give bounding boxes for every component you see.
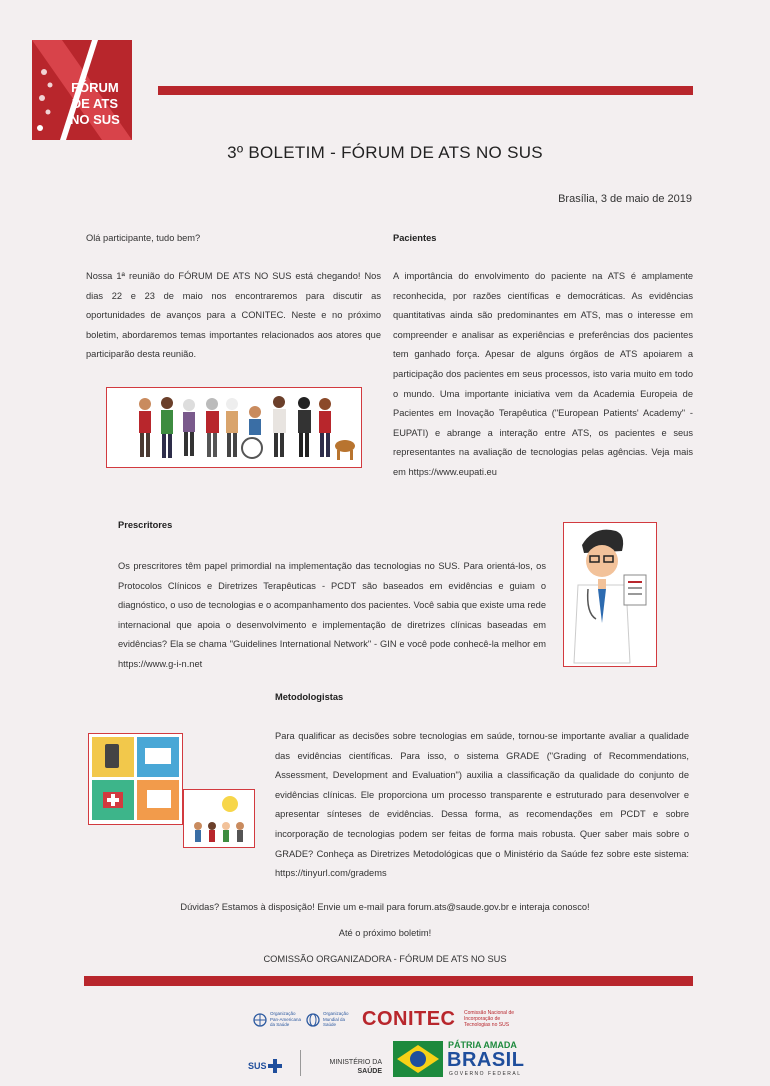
prescritores-heading: Prescritores bbox=[118, 520, 173, 530]
sus-logo: SUS bbox=[248, 1058, 288, 1076]
team-illustration bbox=[183, 789, 255, 848]
ministerio-logo: MINISTÉRIO DA SAÚDE bbox=[329, 1059, 382, 1075]
footer-divider bbox=[300, 1050, 301, 1076]
page-title: 3º BOLETIM - FÓRUM DE ATS NO SUS bbox=[227, 143, 543, 162]
questions-line: Dúvidas? Estamos à disposição! Envie um e-mail para forum.ats@saude.gov.br e interaja conosco! bbox=[180, 902, 590, 912]
who-globe-icon bbox=[306, 1013, 320, 1027]
people-illustration bbox=[106, 387, 362, 468]
intro-paragraph: Nossa 1ª reunião do FÓRUM DE ATS NO SUS está chegando! Nos dias 22 e 23 de maio nos encontraremos para discutir as oportunidades de avanços para a CONITEC. Neste e no próximo boletim, abordaremos temas importantes relacionados aos atores que participarão desta reunião. bbox=[86, 271, 381, 360]
greeting: Olá participante, tudo bem? bbox=[86, 233, 201, 243]
date-line: Brasília, 3 de maio de 2019 bbox=[558, 193, 692, 205]
forum-logo bbox=[32, 40, 132, 140]
sus-cross-icon bbox=[268, 1059, 282, 1073]
signature-line: COMISSÃO ORGANIZADORA - FÓRUM DE ATS NO SUS bbox=[263, 954, 507, 964]
globe-icon bbox=[253, 1013, 267, 1027]
pacientes-heading: Pacientes bbox=[393, 233, 437, 243]
header-bar bbox=[158, 86, 693, 95]
brazil-flag-icon bbox=[393, 1041, 443, 1077]
oms-logo: Organização Mundial da Saúde bbox=[306, 1010, 358, 1032]
people-figures bbox=[139, 396, 355, 460]
opas-logo: Organização Pan-Americana da Saúde bbox=[253, 1010, 303, 1032]
metodologistas-heading: Metodologistas bbox=[275, 692, 344, 702]
brasil-logo: PÁTRIA AMADA BRASIL GOVERNO FEDERAL bbox=[393, 1040, 529, 1078]
doctor-illustration bbox=[563, 522, 657, 667]
metodologistas-paragraph: Para qualificar as decisões sobre tecnologias em saúde, tornou-se importante avaliar a qualidade das evidências científicas. Para isso, o sistema GRADE ("Grading of Recommendations, Assessment, Development and Evaluation") auxilia a classificação da qualidade do conjunto de evidências clínicas. Ele proporciona um processo transparente e estruturado para desenvolver e apresentar sínteses de evidências. Dessa forma, as recomendações em PCDT e sobre incorporação de tecnologias podem ser feitas de forma mais robusta. Quer saber mais sobre o GRADE? Conheça as Diretrizes Metodológicas que o Ministério da Saúde fez sobre este sistema: https://tinyurl.com/gradems bbox=[275, 731, 689, 879]
farewell-line: Até o próximo boletim! bbox=[338, 928, 432, 938]
technology-illustration bbox=[88, 733, 183, 825]
footer-bar bbox=[84, 976, 693, 986]
logo-title: FÓRUM DE ATS NO SUS bbox=[70, 80, 120, 127]
prescritores-paragraph: Os prescritores têm papel primordial na implementação das tecnologias no SUS. Para orientá-los, os Protocolos Clínicos e Diretrizes Terapêuticas - PCDT são baseados em evidências e guiam o diagnóstico, o uso de tecnologias e o acompanhamento dos pacientes. Você sabia que existe uma rede internacional que apoia o desenvolvimento e implementação de diretrizes clínicas baseadas em evidências? Ela se chama "Guidelines International Network" - GIN e você pode conhecê-la melhor em https://www.g-i-n.net bbox=[118, 561, 546, 669]
conitec-logo: CONITEC Comissão Nacional de Incorporação de Tecnologias no SUS bbox=[362, 1008, 515, 1030]
pacientes-paragraph: A importância do envolvimento do paciente na ATS é amplamente reconhecida, por razões científicas e democráticas. As evidências quantitativas ainda são predominantes em ATS, mas o interesse em compreender e analisar as experiências e preferências dos pacientes tem ganhado força. Apesar de alguns órgãos de ATS apoiarem a participação dos pacientes em seus processos, isto varia muito em todo o mundo. Uma importante iniciativa vem da Academia Europeia de Pacientes em Inovação Terapêutica ("European Patients' Academy" - EUPATI) e abrange a interação entre ATS, os pacientes e seus representantes na avaliação de tecnologias pelas agências. Veja mais em https://www.eupati.eu bbox=[393, 271, 693, 477]
